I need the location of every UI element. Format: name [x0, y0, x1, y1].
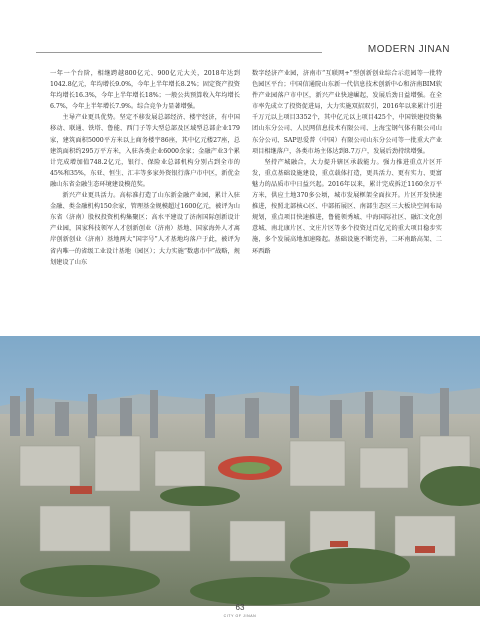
right-column	[252, 68, 442, 330]
paragraph: 数字经济产业园，济南市“互联网+”型创新创业综合示范园等一批特色园区平台；中国信通院山东新一代信息技术创新中心和济南BIM软件产业园落户市中区，新兴产业快速崛起，发展后劲日益增强。在全市率先成立了投资促进局，大力实施双招双引，2016年以来累计引进千万元以上项目3352个，其中亿元以上项目425个，中国铁建投资集团山东分公司、人民网信息技术有限公司、上海宝钢气体有限公司山东分公司、SAP思爱普（中国）有限公司山东分公司等一批重大产业项目相继落户，各类市场主体达到8.7万户，发展后劲持续增强。	[252, 70, 442, 155]
city-skyline-illustration	[0, 336, 480, 606]
city-aerial-photo	[0, 336, 480, 606]
left-column	[50, 68, 240, 330]
paragraph: 主导产业更具优势。坚定不移发展总部经济、楼宇经济，有中国移动、联通、铁塔、鲁能、西门子等大型总部及区域型总部企业179家，建筑面积5000平方米以上商务楼宇86座，其中亿元楼27座，总建筑面积约295万平方米，入驻各类企业6000余家；金融产业3个累计完成增加值748.2亿元，银行、保险业总部机构分别占到全市的45%和35%，东亚、恒生、汇丰等多家外资银行落户市中区，新优金融山东省金融生态环境建设模范奖。	[50, 114, 240, 188]
paragraph: 新兴产业更具活力。高标准打造了山东新金融产业园，累计入驻金融、类金融机构150余家，管理基金规模超过1600亿元，被评为山东省（济南）股权投资机构集聚区；高水平建设了济南国际创新设计产业园，国家科技领军人才创新创业（济南）基地、国家海外人才离岸创新创业（济南）基地两大“国字号”人才基地均落户于此，被评为省内唯一的省级工业设计基地（园区）；大力实施“数惠市中”战略，规划建设了山东	[50, 192, 240, 266]
page-header	[36, 44, 450, 58]
header-rule	[36, 52, 322, 53]
publication-name: CITY OF JINAN	[223, 614, 257, 618]
paragraph: 坚持产城融合，大力提升辖区承载能力。强力推进重点片区开发，重点基础设施建设，重点载体打造，更具活力、更有实力、更富魅力的品质市中日益兴起。2016年以来，累计完成拆迁1160余万平方米，供应土地370多公顷，城市发展框架全面拉开。片区开发快速推进，按照北部核心区、中部拓展区、南部生态区三大板块空间布局规划，重点项目快速推进，鲁能领秀城、中海国际社区、融汇文化创意城、南北康片区、文庄片区等多个投资过百亿元的重大项目稳步实施，多个发展高地加速隆起。基础设施不断完善，二环南路高架、二环西路	[252, 158, 442, 255]
article-body	[50, 68, 442, 330]
paragraph: 一年一个台阶，相继跨越800亿元、900亿元大关，2018年达到1042.8亿元，年均增长9.0%，今年上半年增长8.2%；固定资产投资年均增长16.3%，今年上半年增长18%；一般公共预算收入年均增长6.7%，今年上半年增长7.9%。综合竞争力显著增强。	[50, 70, 240, 111]
header-title: MODERN JINAN	[367, 44, 450, 55]
page-number: 63	[235, 603, 245, 612]
